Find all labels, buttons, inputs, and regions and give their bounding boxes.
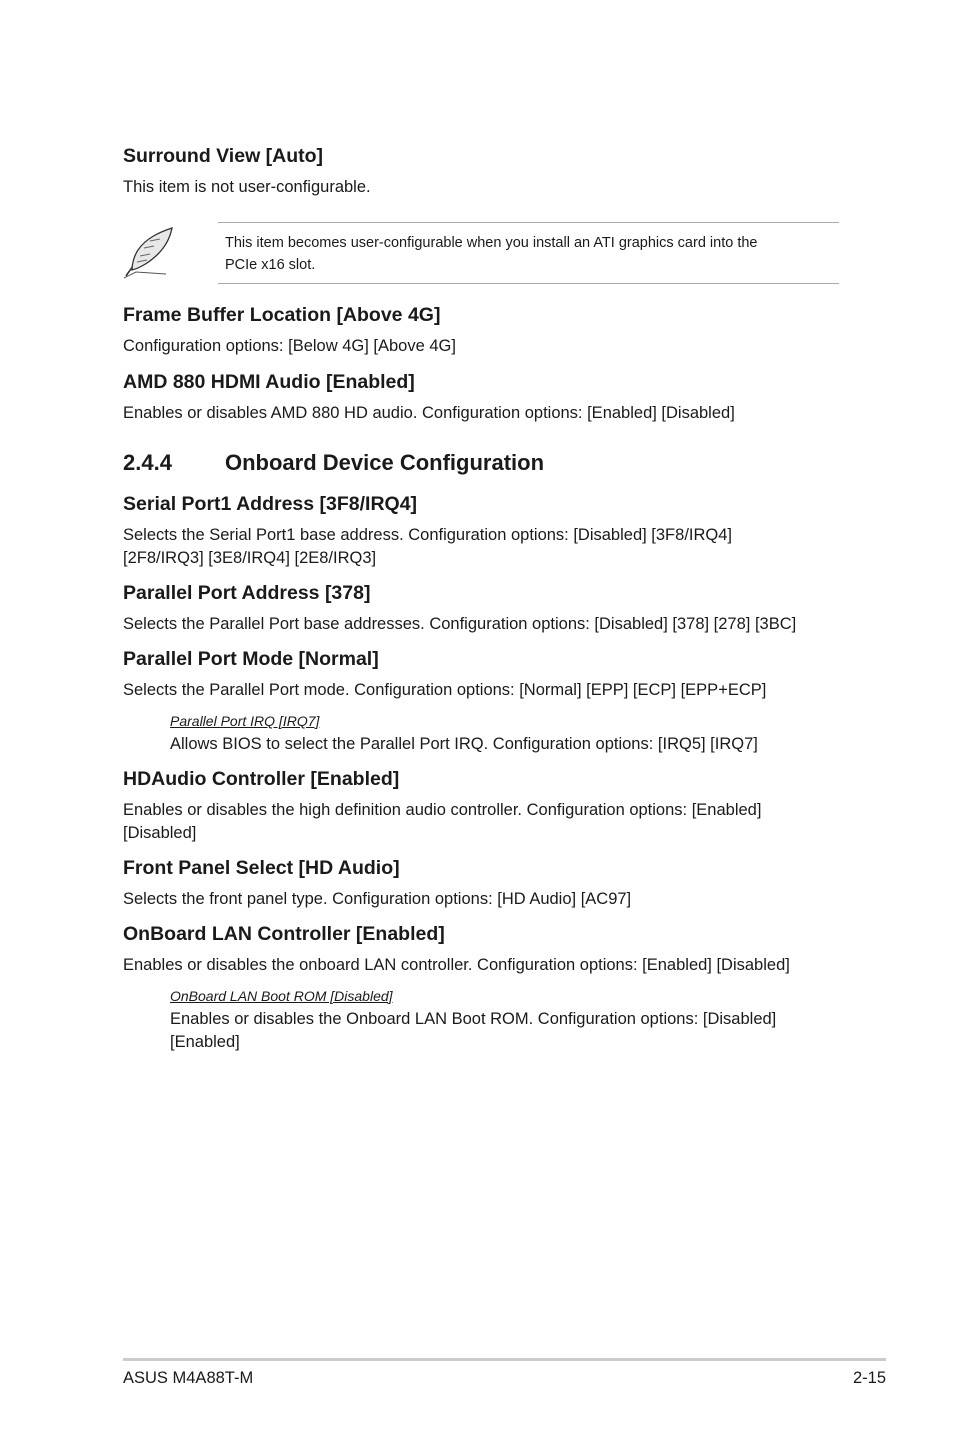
lan-title: OnBoard LAN Controller [Enabled] [123, 923, 445, 945]
note-feather-icon [120, 224, 178, 280]
serial-port-line-2: [2F8/IRQ3] [3E8/IRQ4] [2E8/IRQ3] [123, 549, 377, 567]
frame-buffer-title: Frame Buffer Location [Above 4G] [123, 304, 441, 326]
hdmi-audio-title: AMD 880 HDMI Audio [Enabled] [123, 371, 415, 393]
surround-view-title: Surround View [Auto] [123, 145, 324, 167]
parallel-address-text: Selects the Parallel Port base addresses. Configuration options: [Disabled] [378] [278] [3BC] [123, 615, 797, 633]
lan-boot-rom-title: OnBoard LAN Boot ROM [Disabled] [170, 988, 393, 1004]
note-box [218, 222, 839, 284]
surround-view-text: This item is not user-configurable. [123, 178, 371, 196]
parallel-mode-text: Selects the Parallel Port mode. Configuration options: [Normal] [EPP] [ECP] [EPP+ECP] [123, 681, 767, 699]
hdaudio-line-2: [Disabled] [123, 824, 197, 842]
note-line-2: PCIe x16 slot. [225, 257, 316, 273]
hdaudio-line-1: Enables or disables the high definition audio controller. Configuration options: [Enabled] [123, 801, 762, 819]
parallel-mode-title: Parallel Port Mode [Normal] [123, 648, 379, 670]
parallel-irq-title: Parallel Port IRQ [IRQ7] [170, 713, 320, 729]
lan-boot-rom-line-1: Enables or disables the Onboard LAN Boot ROM. Configuration options: [Disabled] [170, 1010, 777, 1028]
section-heading [123, 449, 544, 477]
section-number: 2.4.4 [123, 450, 172, 475]
serial-port-line-1: Selects the Serial Port1 base address. Configuration options: [Disabled] [3F8/IRQ4] [123, 526, 732, 544]
serial-port-title: Serial Port1 Address [3F8/IRQ4] [123, 493, 418, 515]
lan-boot-rom-line-2: [Enabled] [170, 1033, 240, 1051]
lan-text: Enables or disables the onboard LAN controller. Configuration options: [Enabled] [Disabled] [123, 956, 790, 974]
footer-model: ASUS M4A88T-M [123, 1369, 254, 1387]
parallel-irq-text: Allows BIOS to select the Parallel Port IRQ. Configuration options: [IRQ5] [IRQ7] [170, 735, 758, 753]
note-text [225, 232, 825, 276]
footer-page-number: 2-15 [852, 1369, 886, 1387]
footer-rule [123, 1358, 886, 1361]
front-panel-title: Front Panel Select [HD Audio] [123, 857, 400, 879]
hdmi-audio-text: Enables or disables AMD 880 HD audio. Configuration options: [Enabled] [Disabled] [123, 404, 735, 422]
frame-buffer-text: Configuration options: [Below 4G] [Above 4G] [123, 337, 456, 355]
front-panel-text: Selects the front panel type. Configuration options: [HD Audio] [AC97] [123, 890, 632, 908]
parallel-address-title: Parallel Port Address [378] [123, 582, 371, 604]
note-line-1: This item becomes user-configurable when you install an ATI graphics card into the [225, 235, 758, 251]
hdaudio-title: HDAudio Controller [Enabled] [123, 768, 400, 790]
section-title: Onboard Device Configuration [225, 450, 545, 475]
